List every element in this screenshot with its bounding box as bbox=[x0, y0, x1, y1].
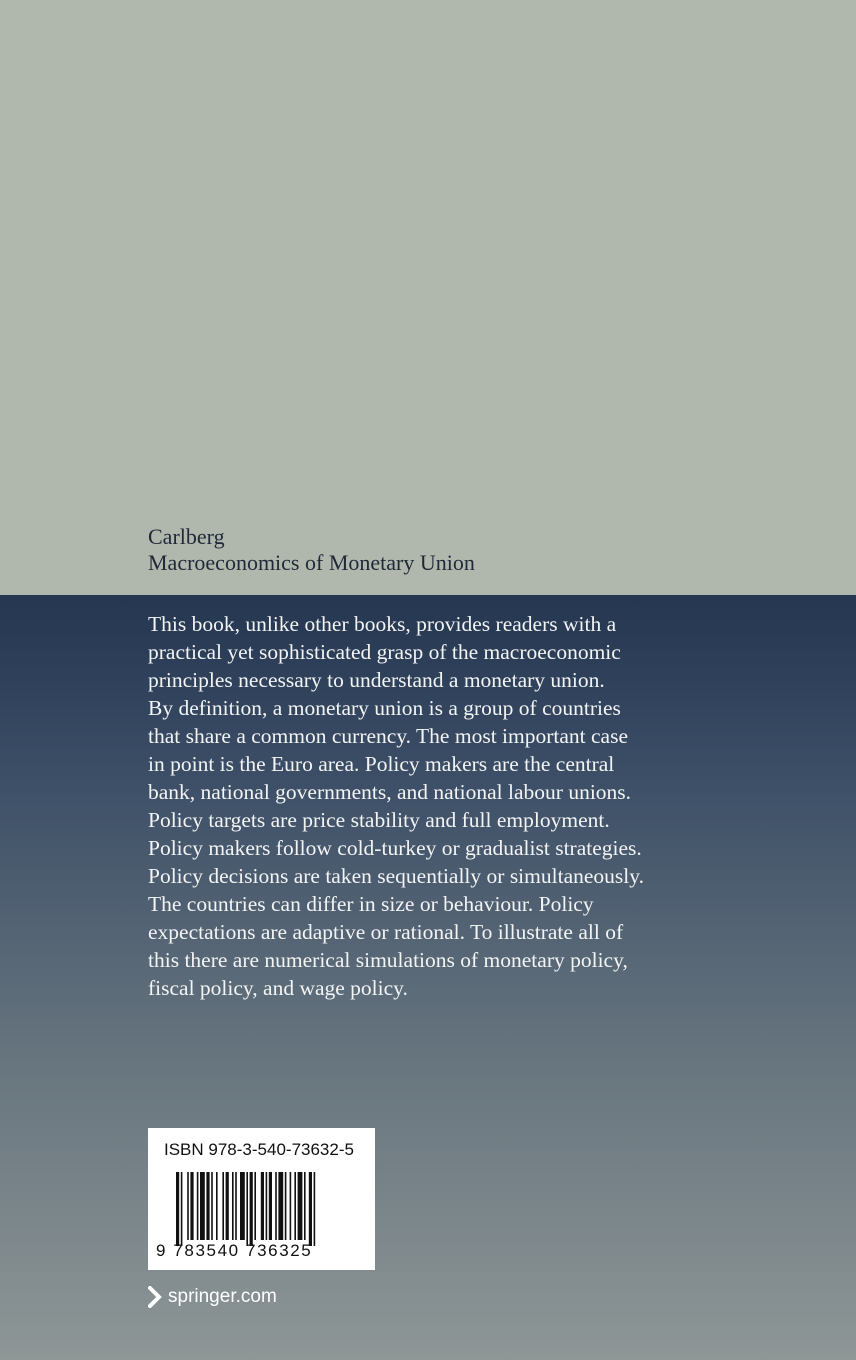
description-line: Policy targets are price stability and full employment. bbox=[148, 808, 610, 832]
book-description bbox=[148, 610, 708, 1002]
isbn-barcode bbox=[148, 1128, 375, 1270]
author-name: Carlberg bbox=[148, 524, 225, 549]
publisher-website-link[interactable] bbox=[148, 1286, 277, 1308]
isbn-label: ISBN 978-3-540-73632-5 bbox=[164, 1140, 354, 1159]
description-line: Policy decisions are taken sequentially or simultaneously. bbox=[148, 864, 644, 888]
description-line: practical yet sophisticated grasp of the macroeconomic bbox=[148, 640, 621, 664]
description-line: principles necessary to understand a monetary union. bbox=[148, 668, 605, 692]
description-line: The countries can differ in size or behaviour. Policy bbox=[148, 892, 594, 916]
description-line: bank, national governments, and national labour unions. bbox=[148, 780, 632, 804]
description-line: that share a common currency. The most important case bbox=[148, 724, 629, 748]
publisher-url: springer.com bbox=[168, 1286, 277, 1307]
description-line: Policy makers follow cold-turkey or gradualist strategies. bbox=[148, 836, 642, 860]
chevron-right-icon bbox=[148, 1286, 162, 1308]
description-line: expectations are adaptive or rational. To illustrate all of bbox=[148, 920, 624, 944]
cover-top-panel bbox=[0, 0, 856, 595]
description-line: in point is the Euro area. Policy makers are the central bbox=[148, 752, 615, 776]
barcode-digits: 9 783540 736325 bbox=[156, 1241, 313, 1260]
description-line: This book, unlike other books, provides readers with a bbox=[148, 612, 617, 636]
description-line: this there are numerical simulations of monetary policy, bbox=[148, 948, 628, 972]
description-line: fiscal policy, and wage policy. bbox=[148, 976, 408, 1000]
book-title: Macroeconomics of Monetary Union bbox=[148, 550, 475, 575]
description-line: By definition, a monetary union is a group of countries bbox=[148, 696, 621, 720]
